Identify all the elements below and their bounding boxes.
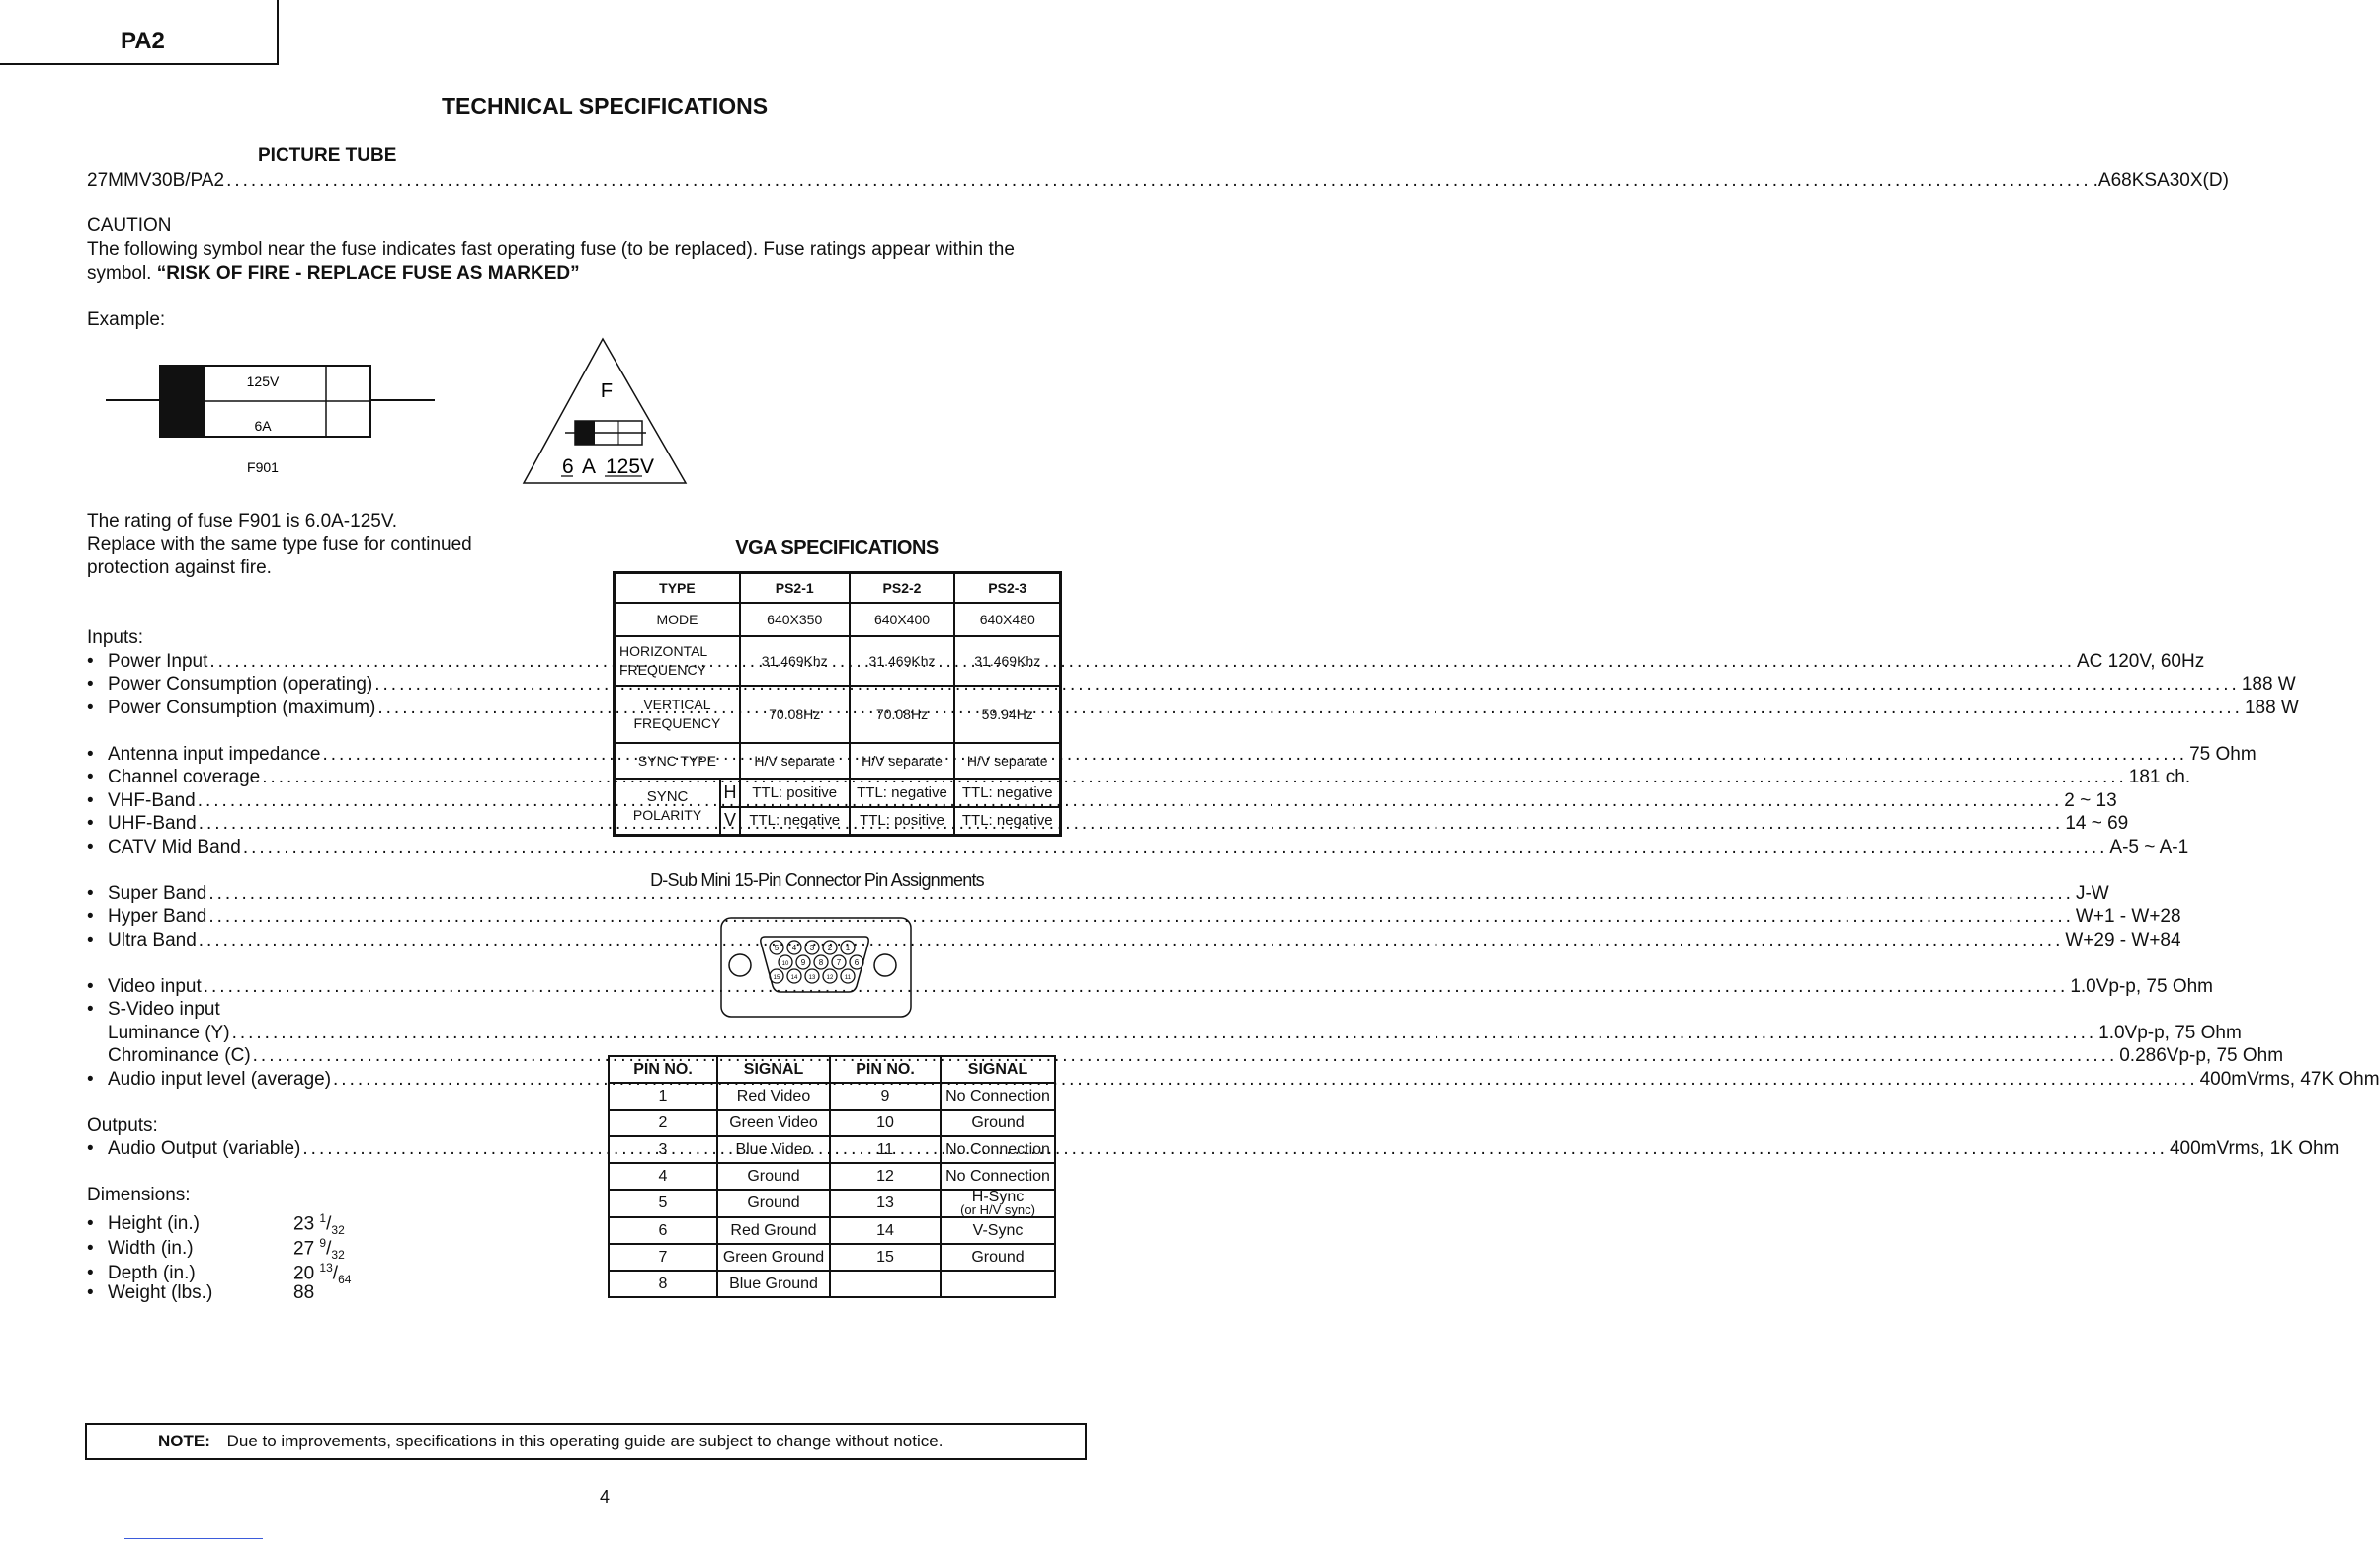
table-row: TYPE PS2-1 PS2-2 PS2-3	[615, 573, 1061, 603]
fuse-note	[87, 510, 472, 580]
connector-caption: D-Sub Mini 15-Pin Connector Pin Assignments	[650, 870, 984, 890]
dsub-connector-diagram	[717, 915, 915, 1020]
fuse-black-band	[160, 366, 205, 437]
table-row: PIN NO. SIGNAL PIN NO. SIGNAL	[609, 1056, 1055, 1083]
table-row: 1 Red Video 9 No Connection	[609, 1083, 1055, 1110]
picture-tube-model: 27MMV30B/PA2	[87, 170, 225, 191]
triangle-rating-current: 6	[562, 455, 574, 478]
table-row: VERTICAL FREQUENCY 70.08Hz 70.08Hz 59.94Hz	[615, 686, 1061, 743]
spec-row: • Super Band ..... J-W	[87, 882, 556, 906]
caution-paragraph	[87, 238, 1065, 285]
table-row: 7 Green Ground 15 Ground	[609, 1244, 1055, 1271]
table-row: 3 Blue Video 11 No Connection	[609, 1136, 1055, 1163]
page-title: TECHNICAL SPECIFICATIONS	[441, 93, 769, 119]
model-label: PA2	[121, 28, 165, 54]
spec-row: • Ultra Band ..... W+29 - W+84	[87, 929, 556, 952]
connector-pin-label: 8	[818, 958, 824, 967]
spec-row: • CATV Mid Band ..... A-5 ~ A-1	[87, 836, 556, 860]
mini-fuse-band	[575, 421, 595, 445]
mount-hole-right	[874, 954, 896, 976]
footer-line	[124, 1538, 263, 1539]
connector-pin-label: 11	[844, 975, 852, 981]
caution-heading: CAUTION	[87, 215, 172, 236]
spec-row: • Antenna input impedance ..... 75 Ohm	[87, 743, 556, 767]
table-row: MODE 640X350 640X400 640X480	[615, 603, 1061, 636]
caution-warning: “RISK OF FIRE - REPLACE FUSE AS MARKED”	[156, 262, 580, 284]
fuse-ref: F901	[247, 459, 279, 475]
triangle-outline	[524, 339, 686, 483]
connector-pin-label: 12	[826, 975, 834, 981]
table-row: SYNC TYPE H/V separate H/V separate H/V separate	[615, 743, 1061, 779]
spec-row: • Hyper Band ..... W+1 - W+28	[87, 905, 556, 929]
note-text: Due to improvements, specifications in this operating guide are subject to change without notice.	[226, 1432, 944, 1450]
note-label: NOTE:	[158, 1432, 210, 1450]
connector-pin-label: 2	[827, 944, 833, 952]
outputs-heading: Outputs:	[87, 1114, 158, 1136]
picture-tube-heading: PICTURE TUBE	[258, 145, 397, 166]
fuse-note-line3: protection against fire.	[87, 557, 272, 578]
vga-heading: VGA SPECIFICATIONS	[735, 537, 939, 559]
connector-pin-label: 5	[774, 944, 780, 952]
dimension-row: • Height (in.) 23 $^1/_{32}$	[87, 1210, 345, 1237]
pin-table	[608, 1055, 1056, 1298]
dimension-row: • Depth (in.) 20 $^{13}/_{64}$	[87, 1260, 352, 1286]
triangle-letter: F	[600, 380, 614, 402]
fuse-voltage: 125V	[246, 373, 280, 389]
vga-table-wrap	[613, 571, 1062, 837]
pin-table-wrap	[608, 1055, 1056, 1298]
spec-row: • UHF-Band ..... 14 ~ 69	[87, 812, 556, 836]
spec-row: • VHF-Band ..... 2 ~ 13	[87, 789, 556, 813]
spec-row: • Video input ..... 1.0Vp-p, 75 Ohm	[87, 975, 556, 999]
fuse-note-line1: The rating of fuse F901 is 6.0A-125V.	[87, 511, 398, 532]
connector-pin-label: 4	[791, 944, 797, 952]
connector-pin-label: 1	[845, 944, 851, 952]
connector-pin-label: 10	[781, 961, 789, 967]
connector-pin-label: 3	[809, 944, 815, 952]
spec-row: • Power Input ..... AC 120V, 60Hz	[87, 650, 556, 674]
connector-pin-label: 15	[773, 975, 780, 981]
table-row: 2 Green Video 10 Ground	[609, 1110, 1055, 1136]
table-row: 6 Red Ground 14 V-Sync	[609, 1217, 1055, 1244]
connector-pin-label: 9	[800, 958, 806, 967]
fast-fuse-triangle-symbol	[520, 336, 690, 486]
connector-pin-label: 6	[854, 958, 860, 967]
spec-row: • Channel coverage ..... 181 ch.	[87, 766, 556, 789]
table-row: V TTL: negative TTL: positive TTL: negative	[615, 807, 1061, 836]
fuse-diagram	[99, 358, 445, 481]
spec-row: • S-Video input	[87, 999, 220, 1020]
table-row: 4 Ground 12 No Connection	[609, 1163, 1055, 1190]
table-row: SYNC POLARITY H TTL: positive TTL: negative TTL: negative	[615, 779, 1061, 807]
pin-group	[770, 941, 863, 983]
spec-row: • Power Consumption (operating) ..... 188 W	[87, 673, 556, 697]
spec-row: • Audio input level (average) ..... 400mVrms, 47K Ohm	[87, 1068, 556, 1092]
dimensions-heading: Dimensions:	[87, 1185, 191, 1205]
dimension-row: • Width (in.) 27 $^9/_{32}$	[87, 1235, 345, 1262]
spec-row: • Power Consumption (maximum) ..... 188 W	[87, 697, 556, 720]
table-row: HORIZONTAL FREQUENCY 31.469Khz 31.469Khz 31.469Khz	[615, 636, 1061, 686]
page-number: 4	[599, 1487, 610, 1507]
connector-pin-label: 7	[836, 958, 842, 967]
triangle-rating-voltage: 125V	[606, 455, 655, 478]
mount-hole-left	[729, 954, 751, 976]
connector-pin-label: 13	[808, 975, 816, 981]
note-box	[85, 1423, 1087, 1460]
vga-table	[613, 571, 1062, 837]
table-row: 5 Ground 13 H-Sync (or H/V sync)	[609, 1190, 1055, 1217]
inputs-heading: Inputs:	[87, 627, 144, 648]
spec-row: Luminance (Y) ..... 1.0Vp-p, 75 Ohm	[87, 1022, 556, 1045]
spec-row: Chrominance (C) ..... 0.286Vp-p, 75 Ohm	[87, 1044, 556, 1068]
leader-dots	[226, 169, 2092, 193]
fuse-current: 6A	[254, 418, 272, 434]
triangle-rating-a: A	[582, 455, 597, 478]
caution-text: The following symbol near the fuse indicates fast operating fuse (to be replaced). Fuse ratings appear within the symbol.	[87, 239, 1015, 284]
table-row: 8 Blue Ground	[609, 1271, 1055, 1297]
picture-tube-part: .A68KSA30X(D)	[2093, 170, 2229, 191]
spec-row: • Audio Output (variable) ..... 400mVrms, 1K Ohm	[87, 1137, 556, 1161]
fuse-note-line2: Replace with the same type fuse for continued	[87, 534, 472, 555]
example-label: Example:	[87, 309, 166, 330]
dimension-row: • Weight (lbs.) 88	[87, 1281, 315, 1303]
connector-pin-label: 14	[790, 975, 798, 981]
picture-tube-line	[87, 169, 2229, 193]
